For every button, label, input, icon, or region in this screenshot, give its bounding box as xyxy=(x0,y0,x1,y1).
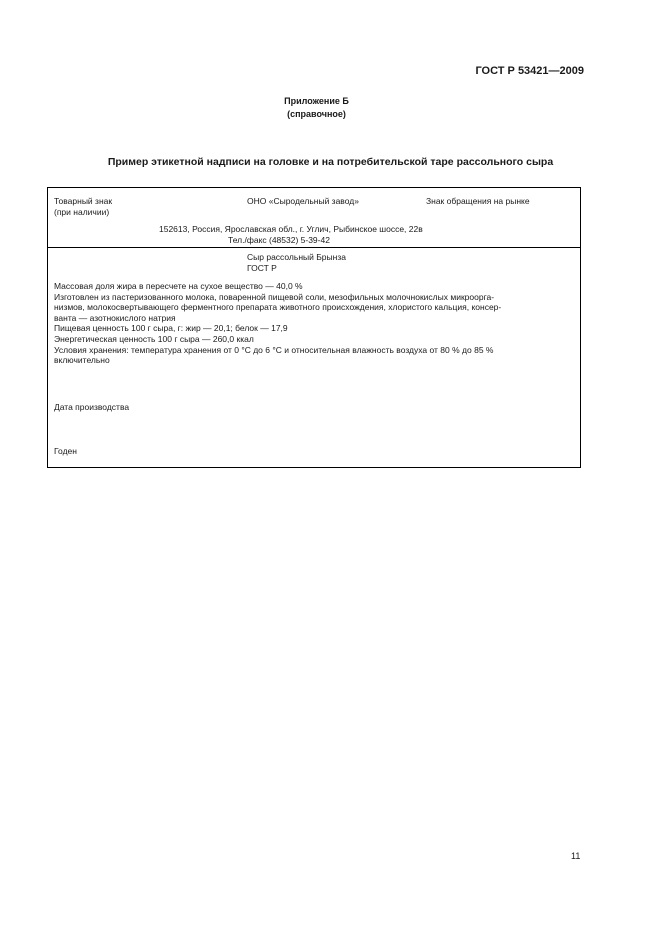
expiry-label: Годен xyxy=(54,446,77,456)
manufacturer-address: 152613, Россия, Ярославская обл., г. Углич, Рыбинское шоссе, 22в xyxy=(159,224,423,234)
annex-subtitle: (справочное) xyxy=(287,109,346,119)
label-header-section xyxy=(48,188,580,248)
product-name: Сыр рассольный Брынза xyxy=(247,252,346,262)
label-example-box xyxy=(47,187,581,468)
body-line: низмов, молокосвертывающего ферментного препарата животного происхождения, хлористого кальция, консер- xyxy=(54,302,502,313)
trademark-label: Товарный знак xyxy=(54,196,113,206)
trademark-note: (при наличии) xyxy=(54,207,110,217)
body-line: ванта — азотнокислого натрия xyxy=(54,312,176,323)
page-number: 11 xyxy=(571,851,581,861)
production-date-label: Дата производства xyxy=(54,402,130,412)
label-body-text xyxy=(54,281,574,366)
document-standard-number: ГОСТ Р 53421—2009 xyxy=(475,65,584,77)
annex-header xyxy=(0,95,661,121)
body-line: Энергетическая ценность 100 г сыра — 260,0 ккал xyxy=(54,333,254,344)
manufacturer-name: ОНО «Сыродельный завод» xyxy=(247,196,359,206)
annex-title: Приложение Б xyxy=(284,96,349,106)
body-line: включительно xyxy=(54,355,110,366)
body-line: Изготовлен из пастеризованного молока, поваренной пищевой соли, мезофильных молочнокислых микроорга- xyxy=(54,291,495,302)
manufacturer-phone: Тел./факс (48532) 5-39-42 xyxy=(228,235,330,245)
market-circulation-mark: Знак обращения на рынке xyxy=(426,196,530,206)
product-standard: ГОСТ Р xyxy=(247,263,277,273)
section-heading: Пример этикетной надписи на головке и на потребительской таре рассольного сыра xyxy=(107,156,554,168)
body-line: Пищевая ценность 100 г сыра, г: жир — 20,1; белок — 17,9 xyxy=(54,323,288,334)
body-line: Условия хранения: температура хранения от 0 °С до 6 °С и относительная влажность воздуха от 80 % до 85 % xyxy=(54,344,494,355)
body-line: Массовая доля жира в пересчете на сухое вещество — 40,0 % xyxy=(54,281,303,291)
